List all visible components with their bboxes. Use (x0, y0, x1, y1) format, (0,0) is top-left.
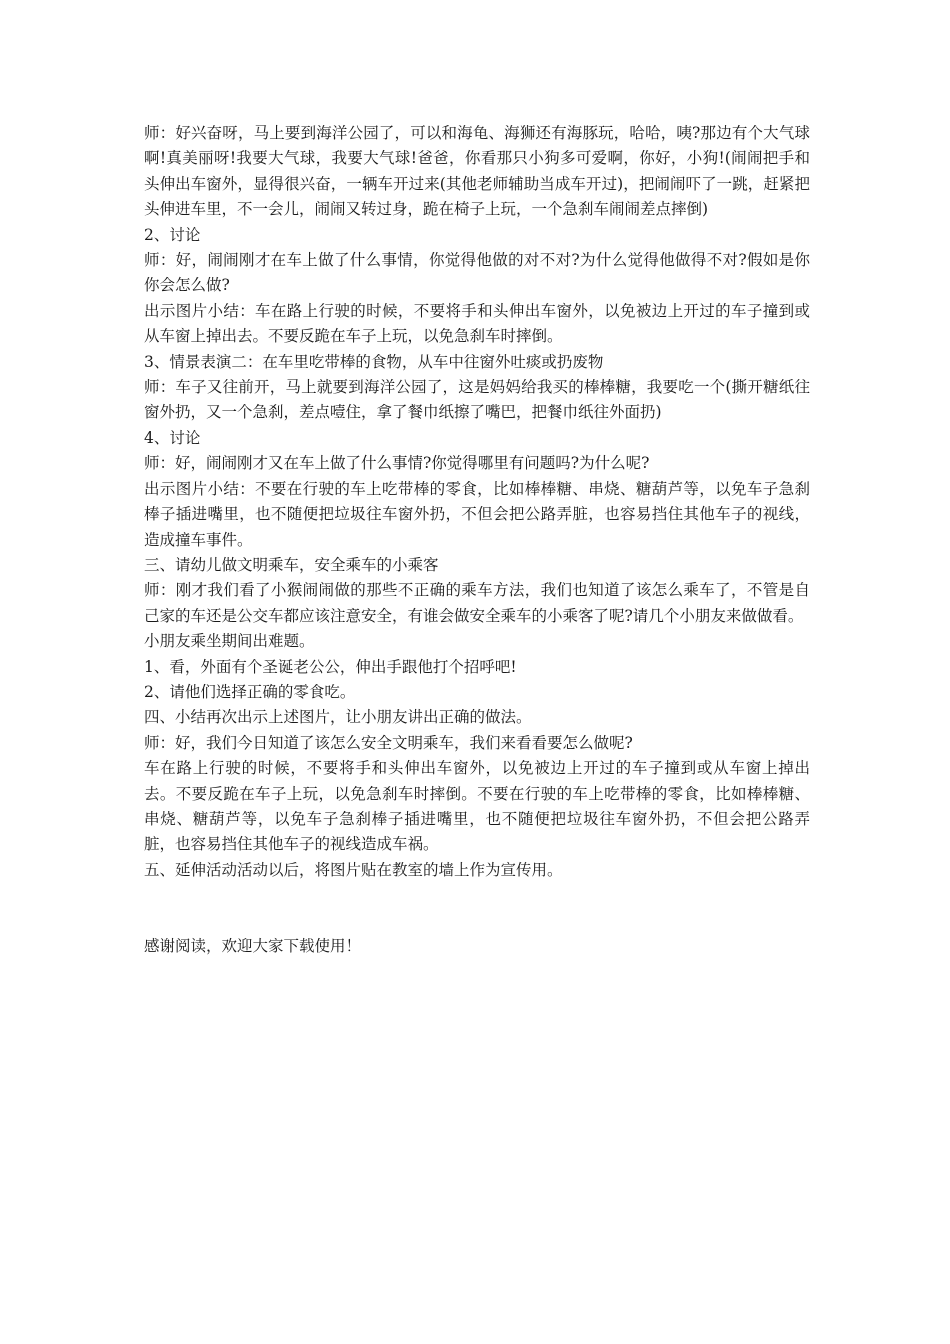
section-heading: 4、讨论 (144, 428, 201, 447)
paragraph: 师：好兴奋呀，马上要到海洋公园了，可以和海龟、海狮还有海豚玩，哈哈，咦?那边有个大气球啊!真美丽呀!我要大气球，我要大气球!爸爸，你看那只小狗多可爱啊，你好，小狗!(闹闹把手和头伸出车窗外，显得很兴奋，一辆车开过来(其他老师辅助当成车开过)，把闹闹吓了一跳，赶紧把头伸进车里，不一会儿，闹闹又转过身，跪在椅子上玩，一个急刹车闹闹差点摔倒) (144, 124, 810, 219)
paragraph: 师：好，闹闹刚才在车上做了什么事情，你觉得他做的对不对?为什么觉得他做得不对?假如是你你会怎么做? (144, 251, 810, 295)
section-heading: 3、情景表演二：在车里吃带棒的食物，从车中往窗外吐痰或扔废物 (144, 352, 604, 371)
section-heading: 三、请幼儿做文明乘车，安全乘车的小乘客 (144, 555, 439, 574)
list-item: 1、看，外面有个圣诞老公公，伸出手跟他打个招呼吧! (144, 657, 517, 676)
paragraph: 出示图片小结：车在路上行驶的时候，不要将手和头伸出车窗外，以免被边上开过的车子撞到或从车窗上掉出去。不要反跪在车子上玩，以免急刹车时摔倒。 (144, 301, 810, 346)
paragraph: 师：车子又往前开，马上就要到海洋公园了，这是妈妈给我买的棒棒糖，我要吃一个(撕开糖纸往窗外扔，又一个急刹，差点噎住，拿了餐巾纸擦了嘴巴，把餐巾纸往外面扔) (144, 378, 810, 422)
blank-space (144, 883, 810, 934)
paragraph: 师：刚才我们看了小猴闹闹做的那些不正确的乘车方法，我们也知道了该怎么乘车了，不管是自己家的车还是公交车都应该注意安全，有谁会做安全乘车的小乘客了呢?请几个小朋友来做做看。 (144, 581, 810, 625)
paragraph: 师：好，我们今日知道了该怎么安全文明乘车，我们来看看要怎么做呢? (144, 733, 633, 752)
closing-note: 感谢阅读，欢迎大家下载使用！ (144, 937, 362, 956)
section-heading: 2、讨论 (144, 225, 201, 244)
paragraph: 小朋友乘坐期间出难题。 (144, 632, 315, 651)
list-item: 2、请他们选择正确的零食吃。 (144, 682, 356, 701)
paragraph: 车在路上行驶的时候，不要将手和头伸出车窗外，以免被边上开过的车子撞到或从车窗上掉出去。不要反跪在车子上玩，以免急刹车时摔倒。不要在行驶的车上吃带棒的零食，比如棒棒糖、串烧、糖葫芦等，以免车子急刹棒子插进嘴里，也不随便把垃圾往车窗外扔，不但会把公路弄脏，也容易挡住其他车子的视线造成车祸。 (144, 759, 810, 854)
section-heading: 五、延伸活动活动以后，将图片贴在教室的墙上作为宣传用。 (144, 860, 563, 879)
document-body (144, 121, 810, 960)
section-heading: 四、小结再次出示上述图片，让小朋友讲出正确的做法。 (144, 708, 532, 727)
paragraph: 出示图片小结：不要在行驶的车上吃带棒的零食，比如棒棒糖、串烧、糖葫芦等，以免车子急刹棒子插进嘴里，也不随便把垃圾往车窗外扔，不但会把公路弄脏，也容易挡住其他车子的视线，造成撞车事件。 (144, 479, 810, 549)
paragraph: 师：好，闹闹刚才又在车上做了什么事情?你觉得哪里有问题吗?为什么呢? (144, 454, 650, 473)
